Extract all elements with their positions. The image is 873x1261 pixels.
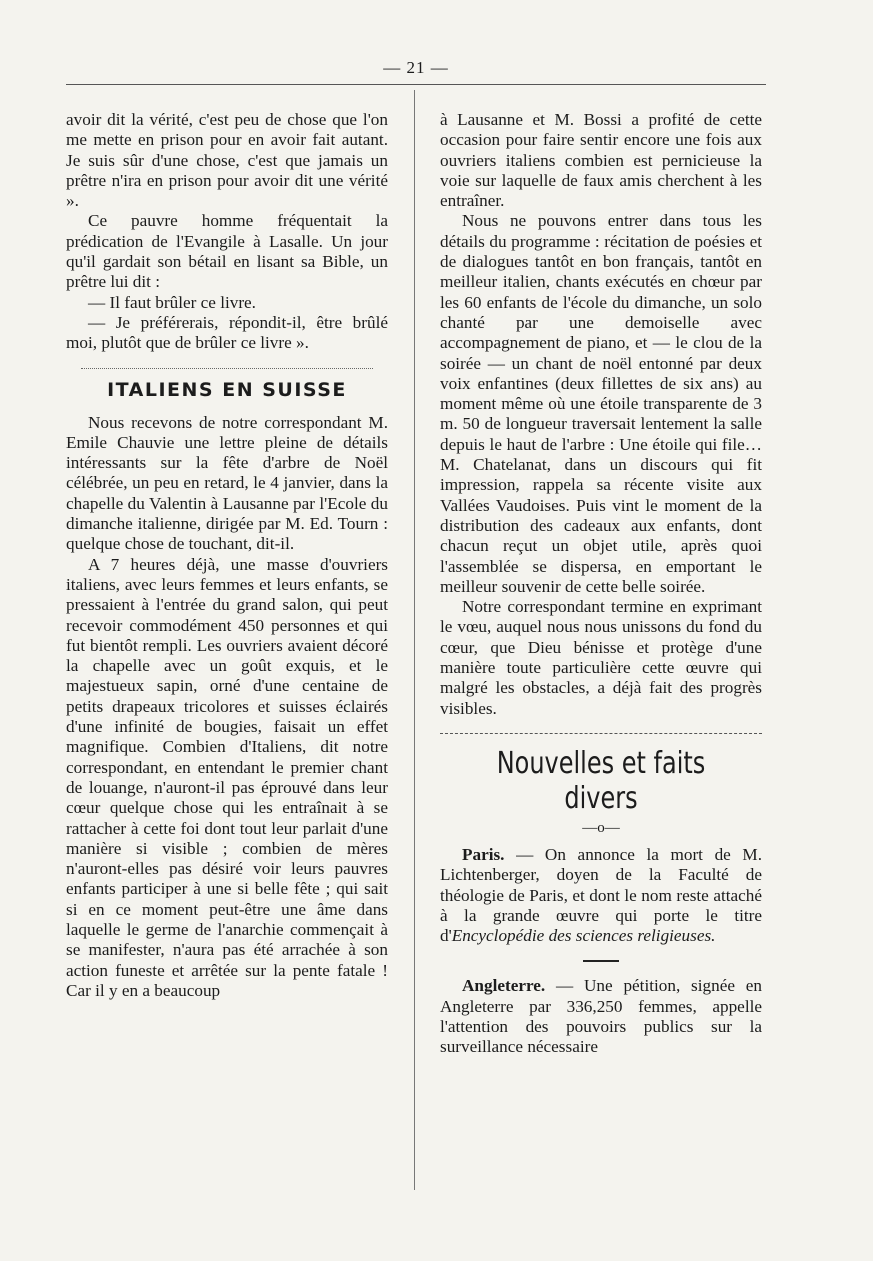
angleterre-text: — Une pétition, signée en Angleterre par 336,250 femmes, appelle l'attention des pouvoirs publics sur la surveillance nécessaire bbox=[440, 976, 762, 1057]
paragraph: Ce pauvre homme fréquentait la prédication de l'Evangile à Lasalle. Un jour qu'il gardait son bétail en lisant sa Bible, un prêtre lui dit : bbox=[66, 211, 388, 292]
paragraph: — Je préférerais, répondit-il, être brûlé moi, plutôt que de brûler ce livre ». bbox=[66, 312, 388, 353]
paris-text: — On annonce la mort de M. Lichtenberger, doyen de la Faculté de théologie de Paris, et dont le nom reste attaché à la grande œuvre qui porte le titre d' bbox=[440, 844, 762, 946]
angleterre-lead: Angleterre. bbox=[462, 976, 546, 996]
paragraph: — Il faut brûler ce livre. bbox=[88, 292, 256, 312]
paragraph: Nous recevons de notre correspondant M. Emile Chauvie une lettre pleine de détails intéressants sur la fête d'arbre de Noël célébrée, un peu en retard, le 4 janvier, dans la chapelle du Valentin à Lausanne par l'Ecole du dimanche italienne, dirigée par M. Ed. Tourn : quelque chose de touchant, dit-il. bbox=[66, 412, 388, 554]
section-title-nouvelles: Nouvelles et faits divers bbox=[496, 745, 706, 816]
paragraph: Nous ne pouvons entrer dans tous les détails du programme : récitation de poésies et de dialogues tantôt en bon français, tantôt en meilleur italien, chants exécutés en chœur par les 60 enfants de l'école du dimanche, un solo chanté par une demoiselle avec accompagnement de piano, et — le clou de la soirée — un chant de noël entonné par deux voix enfantines (deux fillettes de six ans) au moment même où une étoile transparente de 3 m. 50 de longueur traversait lentement la salle depuis le haut de l'arbre : Une étoile qui file… M. Chatelanat, dans un discours qui fit impression, rappela sa récente visite aux Vallées Vaudoises. Puis vint le moment de la distribution des cadeaux aux enfants, dont chacun reçut un objet utile, après quoi l'assemblée se dispersa, en emportant le meilleur souvenir de cette belle soirée. bbox=[440, 211, 762, 596]
paragraph: à Lausanne et M. Bossi a profité de cette occasion pour faire sentir encore une fois aux ouvriers italiens combien est pernicieuse la voie sur laquelle de faux amis cherchent à les entraîner. bbox=[440, 110, 762, 211]
paragraph-paris bbox=[440, 845, 762, 946]
paragraph: A 7 heures déjà, une masse d'ouvriers italiens, avec leurs femmes et leurs enfants, se pressaient à l'entrée du grand salon, qui peut recevoir commodément 450 personnes et qui fut bientôt rempli. Les ouvriers avaient décoré la chapelle avec un goût exquis, et le majestueux sapin, orné d'une centaine de petits drapeaux tricolores et suisses éclairés d'une infinité de bougies, faisait un effet magnifique. Combien d'Italiens, dit notre correspondant, en entendant le premier chant de louange, n'auront-il pas éprouvé dans leur cœur quelque chose qui les entraînait à se rattacher à cette foi dont tout leur parlait d'une manière si visible ; combien de mères n'auront-elles pas désiré voir leurs pauvres enfants participer à une si belle fête ; qui sait si en ce moment peut-être une âme dans laquelle le germe de l'anarchie commençait à se manifester, n'aura pas été arrachée à son action funeste et arrêtée sur la pente fatale ! Car il y en a beaucoup bbox=[66, 554, 388, 1000]
header-rule bbox=[66, 84, 766, 85]
ornament: —o— bbox=[582, 819, 620, 836]
column-divider bbox=[414, 90, 415, 1190]
paris-lead: Paris. bbox=[462, 844, 505, 864]
paris-title: Encyclopédie des sciences religieuses. bbox=[451, 926, 716, 946]
section-separator bbox=[440, 733, 762, 734]
page-number: — 21 — bbox=[383, 58, 449, 77]
section-separator bbox=[81, 368, 373, 369]
paragraph: avoir dit la vérité, c'est peu de chose que l'on me mette en prison pour en avoir fait autant. Je suis sûr d'une chose, c'est que jamais un prêtre n'ira en prison pour avoir dit une vérité ». bbox=[66, 110, 388, 211]
section-title-italiens: ITALIENS EN SUISSE bbox=[107, 378, 347, 401]
paragraph: Notre correspondant termine en exprimant le vœu, auquel nous nous unissons du fond du cœur, que Dieu bénisse et protège d'une manière toute particulière cette œuvre qui malgré les obstacles, a déjà fait des progrès visibles. bbox=[440, 597, 762, 718]
item-separator bbox=[583, 960, 619, 962]
right-column bbox=[440, 110, 762, 1058]
paragraph-angleterre bbox=[440, 976, 762, 1057]
left-column bbox=[66, 110, 388, 1001]
